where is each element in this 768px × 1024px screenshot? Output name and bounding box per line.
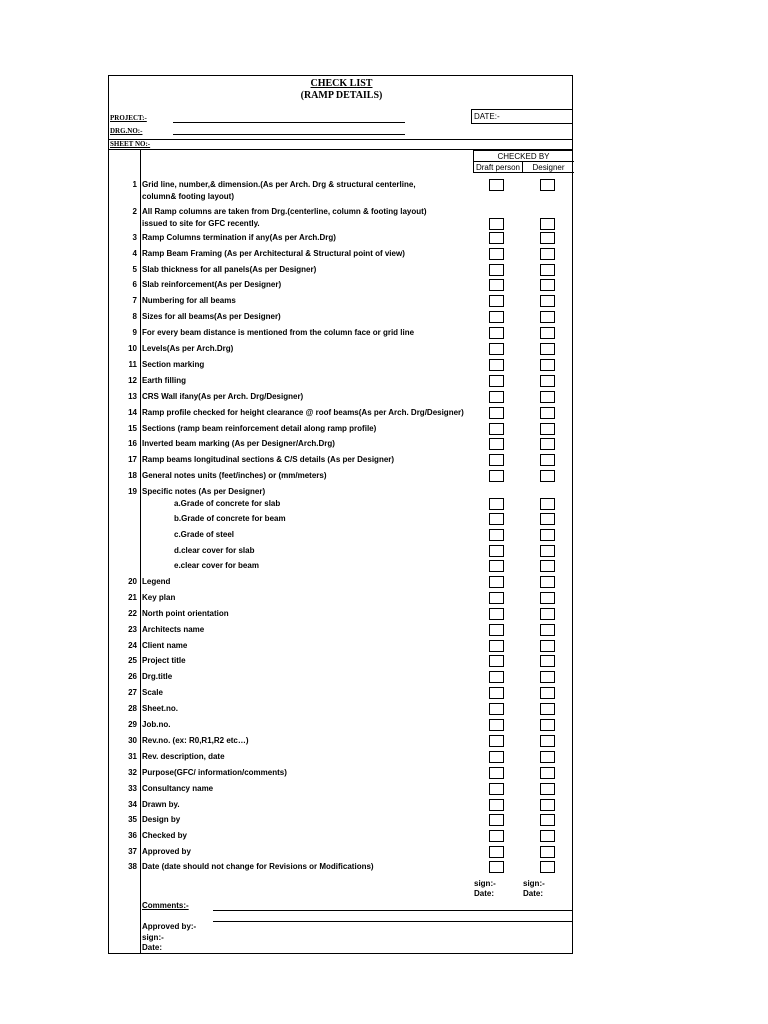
item-text: Consultancy name	[142, 784, 214, 793]
date-field[interactable]	[471, 109, 573, 124]
designer-checkbox[interactable]	[540, 513, 555, 525]
draft-sign-label: sign:-	[474, 879, 496, 888]
item-text: CRS Wall ifany(As per Arch. Drg/Designer)	[142, 392, 304, 401]
designer-checkbox[interactable]	[540, 735, 555, 747]
designer-checkbox[interactable]	[540, 687, 555, 699]
designer-checkbox[interactable]	[540, 279, 555, 291]
item-text: Project title	[142, 656, 186, 665]
draft-person-checkbox[interactable]	[489, 560, 504, 572]
draft-person-checkbox[interactable]	[489, 592, 504, 604]
item-number: 1	[132, 180, 137, 189]
draft-person-checkbox[interactable]	[489, 470, 504, 482]
draft-person-checkbox[interactable]	[489, 513, 504, 525]
item-number: 34	[128, 800, 137, 809]
draft-person-checkbox[interactable]	[489, 783, 504, 795]
column-divider	[140, 149, 141, 954]
draft-person-checkbox[interactable]	[489, 454, 504, 466]
item-text: column& footing layout)	[142, 192, 234, 201]
item-text: Purpose(GFC/ information/comments)	[142, 768, 287, 777]
designer-checkbox[interactable]	[540, 529, 555, 541]
draft-person-checkbox[interactable]	[489, 608, 504, 620]
item-number: 16	[128, 439, 137, 448]
item-number: 11	[128, 360, 137, 369]
item-number: 28	[128, 704, 137, 713]
designer-checkbox[interactable]	[540, 179, 555, 191]
draft-person-checkbox[interactable]	[489, 218, 504, 230]
designer-checkbox[interactable]	[540, 814, 555, 826]
item-number: 36	[128, 831, 137, 840]
page-subtitle: (RAMP DETAILS)	[300, 90, 383, 101]
item-number: 29	[128, 720, 137, 729]
item-text: Ramp profile checked for height clearance @ roof beams(As per Arch. Drg/Designer)	[142, 408, 464, 417]
item-number: 17	[128, 455, 137, 464]
item-text: Drg.title	[142, 672, 173, 681]
draft-person-checkbox[interactable]	[489, 655, 504, 667]
designer-checkbox[interactable]	[540, 751, 555, 763]
item-text: a.Grade of concrete for slab	[174, 499, 281, 508]
sheet-no-label: SHEET NO:-	[110, 140, 151, 148]
item-number: 26	[128, 672, 137, 681]
divider	[109, 139, 573, 140]
item-number: 37	[128, 847, 137, 856]
draft-person-checkbox[interactable]	[489, 359, 504, 371]
draft-person-checkbox[interactable]	[489, 767, 504, 779]
designer-checkbox[interactable]	[540, 454, 555, 466]
item-text: Checked by	[142, 831, 187, 840]
drg-no-field[interactable]	[173, 134, 405, 135]
item-number: 6	[132, 280, 137, 289]
item-number: 9	[132, 328, 137, 337]
designer-checkbox[interactable]	[540, 703, 555, 715]
item-text: Ramp Columns termination if any(As per Arch.Drg)	[142, 233, 336, 242]
item-text: Date (date should not change for Revisions or Modifications)	[142, 862, 374, 871]
draft-person-checkbox[interactable]	[489, 576, 504, 588]
item-number: 12	[128, 376, 137, 385]
item-text: c.Grade of steel	[174, 530, 235, 539]
item-text: Scale	[142, 688, 163, 697]
checked-by-header: CHECKED BY	[473, 150, 573, 162]
draft-person-checkbox[interactable]	[489, 735, 504, 747]
item-text: Grid line, number,& dimension.(As per Arch. Drg & structural centerline,	[142, 180, 416, 189]
item-number: 22	[128, 609, 137, 618]
item-text: Architects name	[142, 625, 205, 634]
draft-person-checkbox[interactable]	[489, 687, 504, 699]
draft-person-checkbox[interactable]	[489, 407, 504, 419]
item-number: 31	[128, 752, 137, 761]
item-number: 35	[128, 815, 137, 824]
item-number: 13	[128, 392, 137, 401]
item-text: Ramp beams longitudinal sections & C/S details (As per Designer)	[142, 455, 395, 464]
draft-person-checkbox[interactable]	[489, 423, 504, 435]
item-number: 3	[132, 233, 137, 242]
designer-checkbox[interactable]	[540, 655, 555, 667]
designer-checkbox[interactable]	[540, 560, 555, 572]
designer-checkbox[interactable]	[540, 327, 555, 339]
designer-header: Designer	[522, 161, 574, 173]
draft-person-checkbox[interactable]	[489, 814, 504, 826]
draft-person-checkbox[interactable]	[489, 545, 504, 557]
draft-person-checkbox[interactable]	[489, 311, 504, 323]
designer-checkbox[interactable]	[540, 359, 555, 371]
draft-person-checkbox[interactable]	[489, 703, 504, 715]
item-number: 5	[132, 265, 137, 274]
project-label: PROJECT:-	[110, 114, 147, 122]
designer-checkbox[interactable]	[540, 846, 555, 858]
drg-no-label: DRG.NO:-	[110, 127, 143, 135]
item-text: issued to site for GFC recently.	[142, 219, 260, 228]
item-text: Ramp Beam Framing (As per Architectural & Structural point of view)	[142, 249, 405, 258]
item-text: Rev. description, date	[142, 752, 225, 761]
item-number: 23	[128, 625, 137, 634]
designer-checkbox[interactable]	[540, 830, 555, 842]
designer-checkbox[interactable]	[540, 671, 555, 683]
draft-person-checkbox[interactable]	[489, 751, 504, 763]
comments-field-line2[interactable]	[213, 921, 573, 922]
draft-person-checkbox[interactable]	[489, 264, 504, 276]
draft-person-checkbox[interactable]	[489, 719, 504, 731]
designer-checkbox[interactable]	[540, 624, 555, 636]
designer-checkbox[interactable]	[540, 592, 555, 604]
item-number: 7	[132, 296, 137, 305]
designer-checkbox[interactable]	[540, 767, 555, 779]
designer-checkbox[interactable]	[540, 375, 555, 387]
draft-person-checkbox[interactable]	[489, 179, 504, 191]
item-number: 20	[128, 577, 137, 586]
designer-checkbox[interactable]	[540, 343, 555, 355]
item-number: 4	[132, 249, 137, 258]
draft-person-checkbox[interactable]	[489, 846, 504, 858]
item-number: 27	[128, 688, 137, 697]
designer-checkbox[interactable]	[540, 218, 555, 230]
item-text: b.Grade of concrete for beam	[174, 514, 286, 523]
item-number: 38	[128, 862, 137, 871]
item-number: 24	[128, 641, 137, 650]
item-text: Design by	[142, 815, 181, 824]
draft-person-checkbox[interactable]	[489, 343, 504, 355]
item-text: Client name	[142, 641, 188, 650]
item-number: 25	[128, 656, 137, 665]
approved-sign-label: sign:-	[142, 933, 164, 942]
item-number: 2	[132, 207, 137, 216]
draft-person-checkbox[interactable]	[489, 327, 504, 339]
project-field[interactable]	[173, 122, 405, 123]
designer-checkbox[interactable]	[540, 640, 555, 652]
draft-person-checkbox[interactable]	[489, 279, 504, 291]
draft-person-checkbox[interactable]	[489, 529, 504, 541]
checklist-sheet	[108, 75, 573, 954]
item-text: Drawn by.	[142, 800, 180, 809]
designer-checkbox[interactable]	[540, 423, 555, 435]
item-text: General notes units (feet/inches) or (mm/meters)	[142, 471, 327, 480]
draft-person-checkbox[interactable]	[489, 438, 504, 450]
item-text: All Ramp columns are taken from Drg.(centerline, column & footing layout)	[142, 207, 427, 216]
designer-checkbox[interactable]	[540, 783, 555, 795]
designer-checkbox[interactable]	[540, 545, 555, 557]
designer-sign-label: sign:-	[523, 879, 545, 888]
draft-person-checkbox[interactable]	[489, 830, 504, 842]
item-text: Rev.no. (ex: R0,R1,R2 etc…)	[142, 736, 249, 745]
designer-checkbox[interactable]	[540, 248, 555, 260]
item-text: Inverted beam marking (As per Designer/Arch.Drg)	[142, 439, 335, 448]
item-text: Job.no.	[142, 720, 171, 729]
item-number: 32	[128, 768, 137, 777]
item-text: Sections (ramp beam reinforcement detail along ramp profile)	[142, 424, 377, 433]
page-title: CHECK LIST	[310, 78, 373, 89]
item-text: Sheet.no.	[142, 704, 179, 713]
draft-person-checkbox[interactable]	[489, 799, 504, 811]
draft-person-checkbox[interactable]	[489, 624, 504, 636]
item-text: Sizes for all beams(As per Designer)	[142, 312, 281, 321]
designer-checkbox[interactable]	[540, 861, 555, 873]
draft-person-checkbox[interactable]	[489, 671, 504, 683]
item-text: For every beam distance is mentioned from the column face or grid line	[142, 328, 415, 337]
designer-checkbox[interactable]	[540, 498, 555, 510]
draft-person-checkbox[interactable]	[489, 295, 504, 307]
designer-checkbox[interactable]	[540, 264, 555, 276]
designer-checkbox[interactable]	[540, 391, 555, 403]
item-text: North point orientation	[142, 609, 229, 618]
item-text: Section marking	[142, 360, 205, 369]
item-text: Approved by	[142, 847, 191, 856]
item-number: 8	[132, 312, 137, 321]
item-text: e.clear cover for beam	[174, 561, 259, 570]
approved-by-label: Approved by:-	[142, 922, 197, 931]
approved-date-label: Date:	[142, 943, 163, 952]
item-text: d.clear cover for slab	[174, 546, 255, 555]
item-number: 14	[128, 408, 137, 417]
item-text: Numbering for all beams	[142, 296, 236, 305]
designer-date-label: Date:	[523, 889, 544, 898]
draft-person-header: Draft person	[473, 161, 523, 173]
designer-checkbox[interactable]	[540, 719, 555, 731]
item-text: Legend	[142, 577, 171, 586]
draft-person-checkbox[interactable]	[489, 232, 504, 244]
comments-field[interactable]	[213, 910, 573, 911]
draft-person-checkbox[interactable]	[489, 498, 504, 510]
item-number: 15	[128, 424, 137, 433]
draft-date-label: Date:	[474, 889, 495, 898]
date-label: DATE:-	[474, 112, 500, 121]
item-number: 21	[128, 593, 137, 602]
draft-person-checkbox[interactable]	[489, 391, 504, 403]
draft-person-checkbox[interactable]	[489, 861, 504, 873]
designer-checkbox[interactable]	[540, 470, 555, 482]
item-text: Specific notes (As per Designer)	[142, 487, 266, 496]
item-text: Key plan	[142, 593, 176, 602]
draft-person-checkbox[interactable]	[489, 248, 504, 260]
designer-checkbox[interactable]	[540, 407, 555, 419]
designer-checkbox[interactable]	[540, 438, 555, 450]
item-text: Slab reinforcement(As per Designer)	[142, 280, 282, 289]
designer-checkbox[interactable]	[540, 576, 555, 588]
item-text: Earth filling	[142, 376, 186, 385]
comments-label: Comments:-	[142, 901, 189, 910]
item-number: 33	[128, 784, 137, 793]
designer-checkbox[interactable]	[540, 799, 555, 811]
designer-checkbox[interactable]	[540, 232, 555, 244]
item-number: 18	[128, 471, 137, 480]
designer-checkbox[interactable]	[540, 311, 555, 323]
item-text: Levels(As per Arch.Drg)	[142, 344, 234, 353]
draft-person-checkbox[interactable]	[489, 375, 504, 387]
draft-person-checkbox[interactable]	[489, 640, 504, 652]
designer-checkbox[interactable]	[540, 608, 555, 620]
item-text: Slab thickness for all panels(As per Designer)	[142, 265, 317, 274]
item-number: 10	[128, 344, 137, 353]
item-number: 30	[128, 736, 137, 745]
item-number: 19	[128, 487, 137, 496]
designer-checkbox[interactable]	[540, 295, 555, 307]
